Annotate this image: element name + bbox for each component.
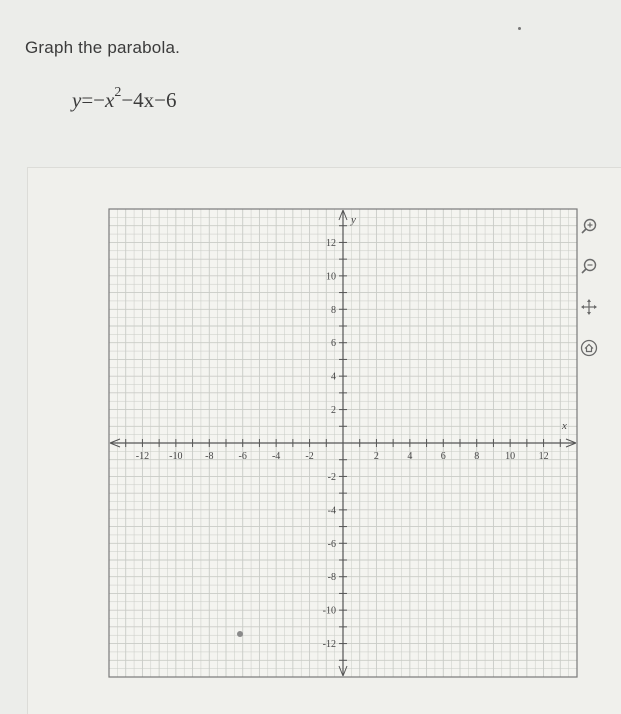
parabola-equation [72, 85, 177, 113]
y-tick-label: 4 [331, 371, 336, 383]
y-tick-label: 2 [331, 405, 336, 417]
x-tick-label: 12 [538, 451, 549, 462]
equation-equals: = [81, 88, 94, 112]
x-tick-label: 6 [440, 451, 446, 462]
y-tick-label: -6 [327, 538, 336, 550]
question-prompt: Graph the parabola. [25, 38, 181, 57]
equation-rest: −4x−6 [121, 88, 177, 112]
y-tick-label: -8 [327, 572, 336, 584]
y-tick-label: 8 [331, 304, 336, 316]
x-tick-label: -8 [205, 451, 214, 462]
y-tick-label: 6 [331, 338, 336, 350]
cursor-dot [237, 631, 243, 637]
equation-lhs: y [72, 88, 82, 112]
y-tick-label: -4 [327, 505, 336, 517]
y-tick-label: -12 [322, 639, 336, 651]
screen-speck [518, 27, 521, 30]
zoom-out-icon[interactable] [578, 255, 600, 277]
x-tick-label: 10 [505, 451, 516, 462]
home-icon[interactable] [578, 337, 600, 359]
y-axis-label: y [351, 214, 356, 226]
zoom-in-icon[interactable] [578, 215, 600, 237]
x-tick-label: -4 [271, 451, 281, 462]
equation-exponent: 2 [114, 85, 122, 100]
x-axis-label: x [562, 420, 567, 432]
x-tick-label: -12 [135, 451, 150, 462]
x-tick-label: -2 [305, 451, 314, 462]
y-tick-label: -2 [327, 471, 336, 483]
x-tick-label: 4 [407, 451, 413, 462]
y-tick-label: 12 [326, 237, 336, 249]
x-tick-label: -10 [169, 451, 183, 462]
pan-icon[interactable] [578, 296, 600, 318]
y-tick-label: 10 [326, 271, 336, 283]
coordinate-graph[interactable] [108, 208, 578, 678]
equation-var: x [105, 88, 115, 112]
x-tick-label: 2 [373, 451, 379, 462]
equation-minus: − [93, 88, 106, 112]
y-tick-label: -10 [322, 605, 336, 617]
x-tick-label: 8 [474, 451, 480, 462]
x-tick-label: -6 [238, 451, 247, 462]
